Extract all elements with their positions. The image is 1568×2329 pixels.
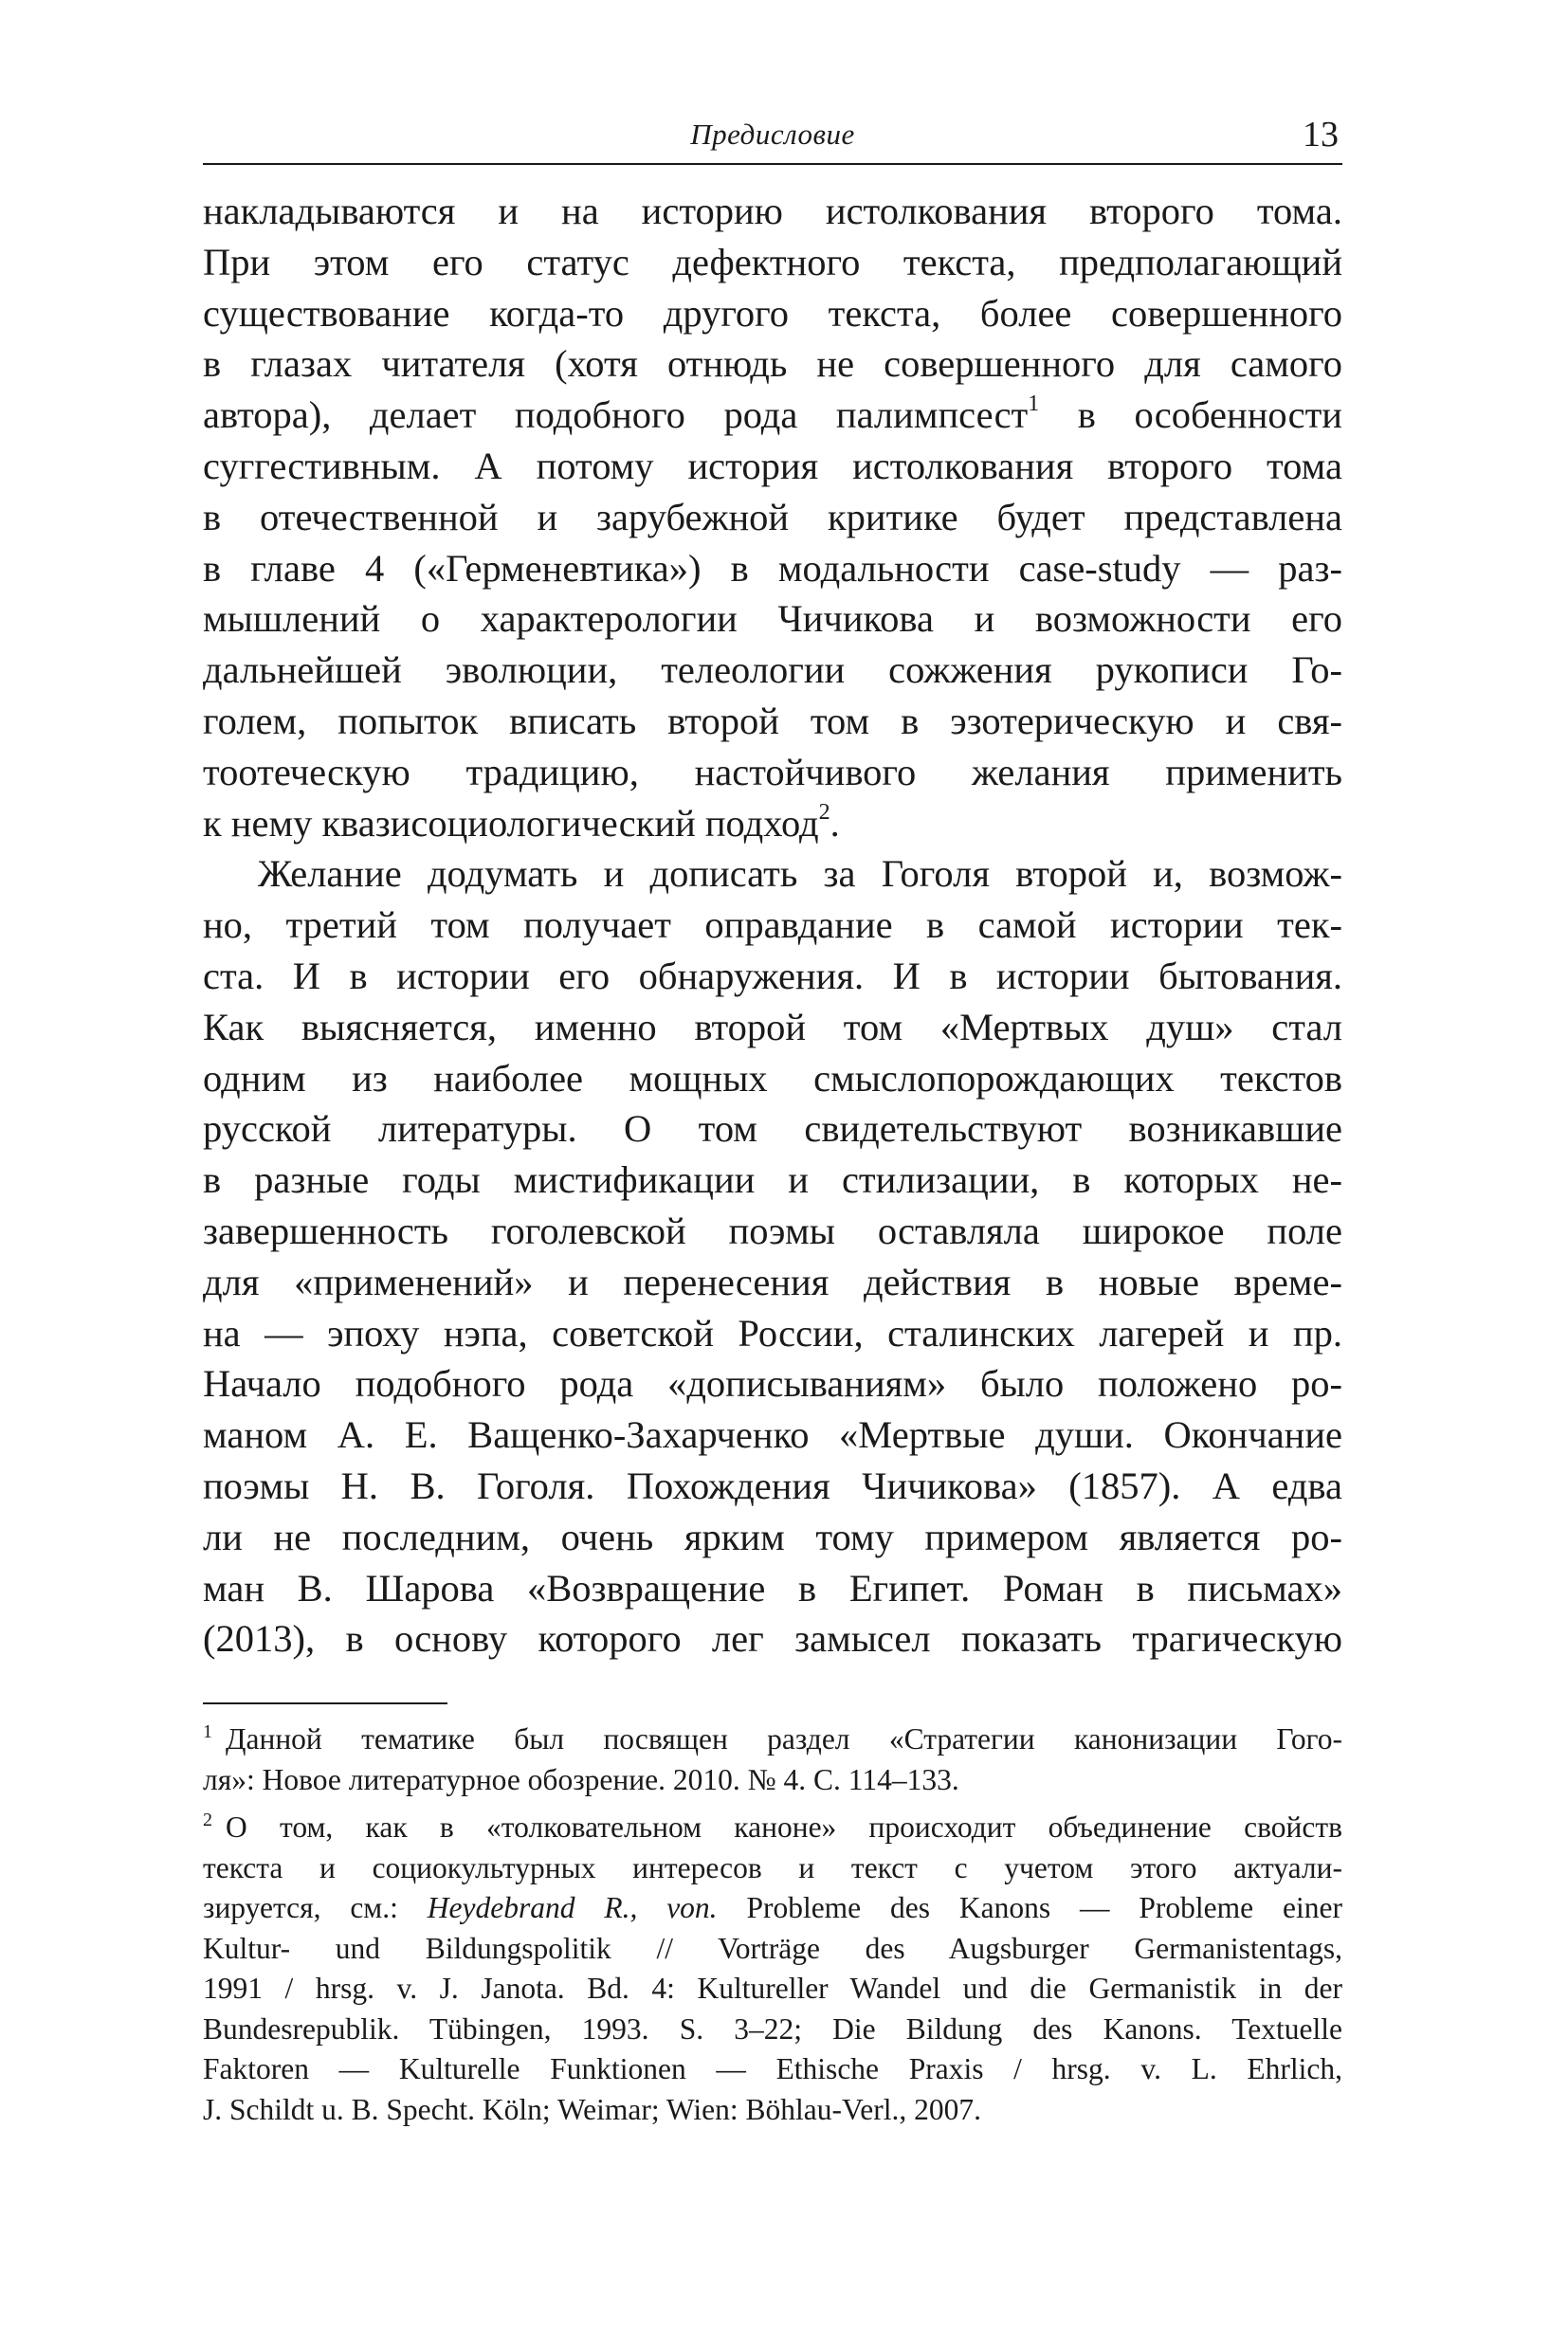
footnote-line xyxy=(203,1888,1342,1929)
text-line: русской литературы. О том свидетельствуют возникавшие xyxy=(203,1107,1342,1151)
footnote-mark: 2 xyxy=(203,1810,212,1831)
running-title: Предисловие xyxy=(690,118,855,151)
text-line: в главе 4 («Герменевтика») в модальности case-study — раз- xyxy=(203,546,1342,590)
text-line xyxy=(203,390,1342,441)
footnote-text: зируется, см.: xyxy=(203,1891,428,1925)
footnote-divider xyxy=(203,1702,447,1704)
text-line: в отечественной и зарубежной критике будет представлена xyxy=(203,495,1342,538)
footnote-2 xyxy=(203,1808,1342,2130)
footnote-line: Kultur- und Bildungspolitik // Vorträge des Augsburger Germanistentags, xyxy=(203,1931,1342,1965)
footnote-line: Bundesrepublik. Tübingen, 1993. S. 3–22; Die Bildung des Kanons. Textuelle xyxy=(203,2011,1342,2046)
text-line: одним из наиболее мощных смыслопорождающих текстов xyxy=(203,1056,1342,1100)
body-text xyxy=(203,186,1342,1665)
footnote-mark: 1 xyxy=(203,1721,212,1743)
footnote-line: J. Schildt u. B. Specht. Köln; Weimar; Wien: Böhlau-Verl., 2007. xyxy=(203,2092,981,2126)
footnote-line: 1991 / hrsg. v. J. Janota. Bd. 4: Kultureller Wandel und die Germanistik in der xyxy=(203,1972,1342,2006)
text-segment: автора), делает подобного рода палимпсест xyxy=(203,393,1029,437)
text-line: Как выясняется, именно второй том «Мертвых душ» стал xyxy=(203,1005,1342,1048)
text-line: Желание додумать и дописать за Гоголя второй и, возмож- xyxy=(258,852,1342,896)
text-line: голем, попыток вписать второй том в эзотерическую и свя- xyxy=(203,699,1342,742)
paragraph-2 xyxy=(203,848,1342,1665)
footnote-line: текста и социокультурных интересов и текст с учетом этого актуали- xyxy=(203,1850,1342,1884)
text-line: Начало подобного рода «дописываниям» было положено ро- xyxy=(203,1362,1342,1406)
footnote-text: О том, как в «толковательном каноне» происходит объединение свойств xyxy=(226,1810,1342,1845)
text-line: суггестивным. А потому история истолкования второго тома xyxy=(203,444,1342,487)
author-name: Heydebrand R., von. xyxy=(427,1891,718,1925)
running-header xyxy=(203,104,1342,165)
footnote-line: Faktoren — Kulturelle Funktionen — Ethische Praxis / hrsg. v. L. Ehrlich, xyxy=(203,2052,1342,2086)
text-line: накладываются и на историю истолкования второго тома. xyxy=(203,190,1342,232)
text-line: дальнейшей эволюции, телеологии сожжения рукописи Го- xyxy=(203,648,1342,692)
text-line xyxy=(203,798,1342,849)
text-segment: к нему квазисоциологический подход xyxy=(203,801,819,845)
text-line: тоотеческую традицию, настойчивого желания применить xyxy=(203,750,1342,793)
text-line: на — эпоху нэпа, советской России, сталинских лагерей и пр. xyxy=(203,1311,1342,1355)
text-line: в разные годы мистификации и стилизации, в которых не- xyxy=(203,1158,1342,1202)
text-line: При этом его статус дефектного текста, предполагающий xyxy=(203,240,1342,283)
footnote-1 xyxy=(203,1719,1342,1800)
text-segment: в особенности xyxy=(1039,393,1342,437)
text-line: но, третий том получает оправдание в самой истории тек- xyxy=(203,903,1342,947)
footnote-ref-2[interactable]: 2 xyxy=(818,799,830,825)
text-line: маном А. Е. Ващенко-Захарченко «Мертвые души. Окончание xyxy=(203,1413,1342,1457)
footnote-text: Данной тематике был посвящен раздел «Стратегии канонизации Гого- xyxy=(226,1722,1342,1756)
text-line: завершенность гоголевской поэмы оставляла широкое поле xyxy=(203,1209,1342,1252)
text-line: мышлений о характерологии Чичикова и возможности его xyxy=(203,597,1342,641)
book-page xyxy=(203,104,1342,2265)
paragraph-1 xyxy=(203,186,1342,848)
text-line: поэмы Н. В. Гоголя. Похождения Чичикова» (1857). А едва xyxy=(203,1464,1342,1507)
footnote-line xyxy=(203,1808,1342,1848)
text-line: существование когда-то другого текста, более совершенного xyxy=(203,291,1342,335)
text-line: ман В. Шарова «Возвращение в Египет. Роман в письмах» xyxy=(203,1566,1342,1610)
footnote-text: Probleme des Kanons — Probleme einer xyxy=(717,1891,1342,1925)
footnote-ref-1[interactable]: 1 xyxy=(1028,391,1040,417)
footnote-line: ля»: Новое литературное обозрение. 2010. № 4. С. 114–133. xyxy=(203,1762,959,1796)
text-line: для «применений» и перенесения действия в новые време- xyxy=(203,1260,1342,1303)
text-line: (2013), в основу которого лег замысел показать трагическую xyxy=(203,1617,1342,1661)
text-line: ста. И в истории его обнаружения. И в истории бытования. xyxy=(203,954,1342,997)
footnote-line xyxy=(203,1719,1342,1760)
text-line: в глазах читателя (хотя отнюдь не совершенного для самого xyxy=(203,342,1342,386)
text-segment: . xyxy=(830,801,840,845)
page-number: 13 xyxy=(1303,115,1339,155)
text-line: ли не последним, очень ярким тому примером является ро- xyxy=(203,1515,1342,1558)
